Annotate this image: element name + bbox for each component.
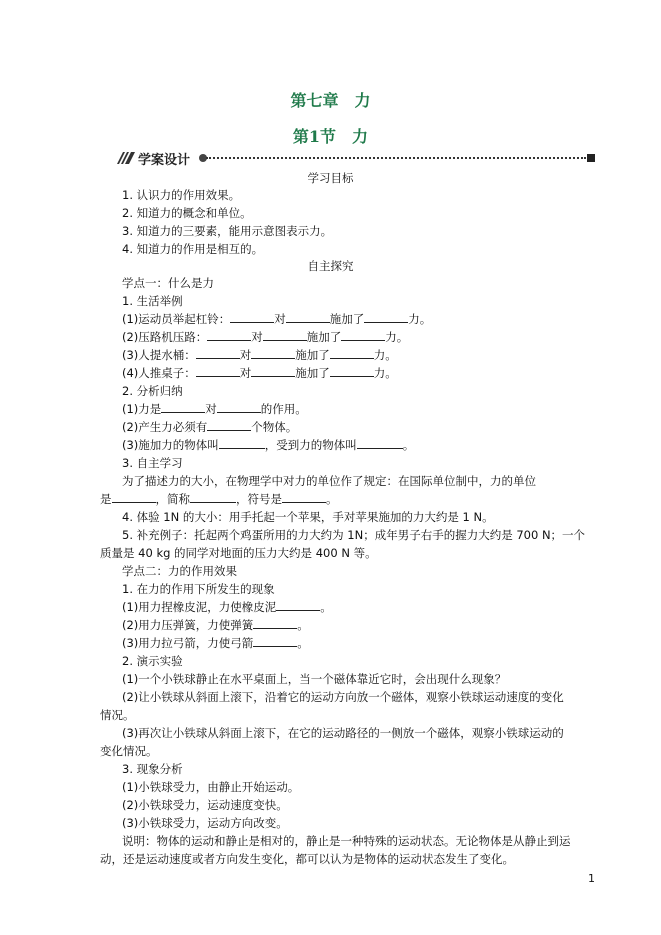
objective-3: 3. 知道力的三要素，能用示意图表示力。 xyxy=(122,224,333,238)
section-banner xyxy=(117,148,597,168)
objectives-heading: 学习目标 xyxy=(307,171,354,185)
analysis-heading: 2. 分析归纳 xyxy=(122,384,183,398)
point2-heading: 学点二：力的作用效果 xyxy=(122,564,237,578)
note-line2: 动，还是运动速度或者方向发生变化，都可以认为是物体的运动状态发生了变化。 xyxy=(100,852,514,866)
self-study-text-line1: 为了描述力的大小，在物理学中对力的单位作了规定：在国际单位制中，力的单位 xyxy=(122,474,536,488)
supplement-line1: 5. 补充例子：托起两个鸡蛋所用的力大约为 1N；成年男子右手的握力大约是 700 N；一个 xyxy=(122,528,586,542)
objective-2: 2. 知道力的概念和单位。 xyxy=(122,206,252,220)
banner-tail-square xyxy=(587,154,595,162)
demo-2-line1: (2)让小铁球从斜面上滚下，沿着它的运动方向放一个磁体，观察小铁球运动速度的变化 xyxy=(122,690,564,704)
life-item-3: (3)人提水桶： 对 施加了 力。 xyxy=(122,348,397,362)
banner-bars-icon xyxy=(117,150,135,164)
life-item-1: (1)运动员举起杠铃： 对 施加了 力。 xyxy=(122,312,432,326)
analysis-item-2: (2)产生力必须有 个物体。 xyxy=(122,420,298,434)
explore-heading: 自主探究 xyxy=(307,259,354,273)
banner-label: 学案设计 xyxy=(138,153,191,168)
self-study-heading: 3. 自主学习 xyxy=(122,456,183,470)
point1-heading: 学点一：什么是力 xyxy=(122,276,214,290)
demo-2-line2: 情况。 xyxy=(100,708,135,722)
phenomenon-1: (1)用力捏橡皮泥，力使橡皮泥 。 xyxy=(122,600,332,614)
demo-3-line2: 变化情况。 xyxy=(100,744,158,758)
analysis2-heading: 3. 现象分析 xyxy=(122,762,183,776)
life-item-2: (2)压路机压路： 对 施加了 力。 xyxy=(122,330,409,344)
demo-1: (1)一个小铁球静止在水平桌面上，当一个磁体靠近它时，会出现什么现象？ xyxy=(122,672,507,686)
phenomenon-3: (3)用力拉弓箭，力使弓箭 。 xyxy=(122,636,309,650)
analysis2-item-3: (3)小铁球受力，运动方向改变。 xyxy=(122,816,288,830)
analysis-item-1: (1)力是 对 的作用。 xyxy=(122,402,307,416)
section-title: 第1节 力 xyxy=(292,127,369,146)
banner-dotted-rule xyxy=(206,157,586,159)
self-study-text-line2: 是 ，简称 ，符号是 。 xyxy=(100,492,338,506)
objective-4: 4. 知道力的作用是相互的。 xyxy=(122,242,264,256)
objective-1: 1. 认识力的作用效果。 xyxy=(122,188,241,202)
phenomenon-2: (2)用力压弹簧，力使弹簧 。 xyxy=(122,618,309,632)
analysis-item-3: (3)施加力的物体叫 ，受到力的物体叫 。 xyxy=(122,438,415,452)
life-item-4: (4)人推桌子： 对 施加了 力。 xyxy=(122,366,397,380)
demo-heading: 2. 演示实验 xyxy=(122,654,183,668)
phenomena-heading: 1. 在力的作用下所发生的现象 xyxy=(122,582,275,596)
supplement-line2: 质量是 40 kg 的同学对地面的压力大约是 400 N 等。 xyxy=(100,546,377,560)
note-line1: 说明：物体的运动和静止是相对的，静止是一种特殊的运动状态。无论物体是从静止到运 xyxy=(122,834,571,848)
page-number: 1 xyxy=(588,872,595,885)
chapter-title: 第七章 力 xyxy=(290,91,371,110)
experience-1n: 4. 体验 1N 的大小：用手托起一个苹果，手对苹果施加的力大约是 1 N。 xyxy=(122,510,494,524)
analysis2-item-1: (1)小铁球受力，由静止开始运动。 xyxy=(122,780,300,794)
life-example-heading: 1. 生活举例 xyxy=(122,294,183,308)
demo-3-line1: (3)再次让小铁球从斜面上滚下，在它的运动路径的一侧放一个磁体，观察小铁球运动的 xyxy=(122,726,564,740)
analysis2-item-2: (2)小铁球受力，运动速度变快。 xyxy=(122,798,288,812)
